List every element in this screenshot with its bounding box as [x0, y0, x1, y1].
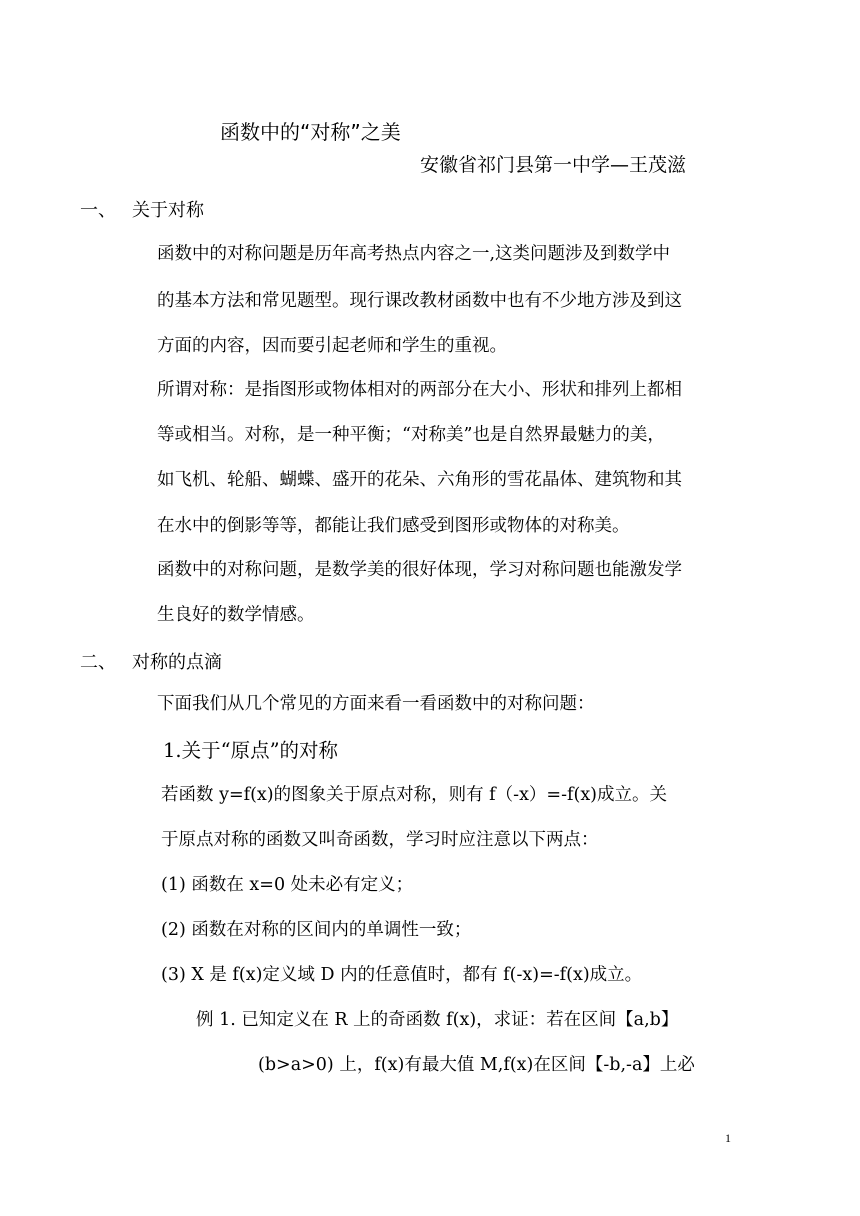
section-2-title: 对称的点滴 — [132, 652, 222, 673]
section-1-number: 一、 — [80, 200, 116, 221]
paragraph-line: 生良好的数学情感。 — [157, 605, 315, 625]
subsection-1-heading: 1.关于“原点”的对称 — [163, 739, 339, 762]
example-line: 例 1. 已知定义在 R 上的奇函数 f(x)，求证：若在区间【a,b】 — [196, 1010, 679, 1030]
list-item: (3) X 是 f(x)定义域 D 内的任意值时，都有 f(-x)=-f(x)成立。 — [161, 965, 643, 985]
paragraph-line: 的基本方法和常见题型。现行课改教材函数中也有不少地方涉及到这 — [157, 291, 682, 311]
section-2-intro: 下面我们从几个常见的方面来看一看函数中的对称问题： — [157, 694, 595, 714]
paragraph-line: 方面的内容，因而要引起老师和学生的重视。 — [157, 336, 507, 356]
document-author: 安徽省祁门县第一中学—王茂滋 — [420, 154, 687, 176]
example-line: (b>a>0) 上，f(x)有最大值 M,f(x)在区间【-b,-a】上必 — [258, 1055, 695, 1075]
paragraph-line: 于原点对称的函数又叫奇函数，学习时应注意以下两点： — [161, 830, 599, 850]
list-item: (1) 函数在 x=0 处未必有定义； — [161, 875, 414, 895]
section-2-number: 二、 — [80, 652, 116, 673]
paragraph-line: 函数中的对称问题是历年高考热点内容之一,这类问题涉及到数学中 — [157, 244, 671, 264]
paragraph-line: 所谓对称：是指图形或物体相对的两部分在大小、形状和排列上都相 — [157, 380, 682, 400]
paragraph-line: 函数中的对称问题，是数学美的很好体现，学习对称问题也能激发学 — [157, 560, 682, 580]
paragraph-line: 在水中的倒影等等，都能让我们感受到图形或物体的对称美。 — [157, 516, 630, 536]
paragraph-line: 等或相当。对称，是一种平衡；“对称美”也是自然界最魅力的美， — [157, 425, 665, 445]
list-item: (2) 函数在对称的区间内的单调性一致； — [161, 920, 472, 940]
document-title: 函数中的“对称”之美 — [220, 120, 401, 144]
page-number: 1 — [725, 1131, 731, 1145]
section-1-title: 关于对称 — [132, 200, 204, 221]
paragraph-line: 如飞机、轮船、蝴蝶、盛开的花朵、六角形的雪花晶体、建筑物和其 — [157, 470, 682, 490]
paragraph-line: 若函数 y=f(x)的图象关于原点对称，则有 f（-x）=-f(x)成立。关 — [161, 785, 668, 805]
